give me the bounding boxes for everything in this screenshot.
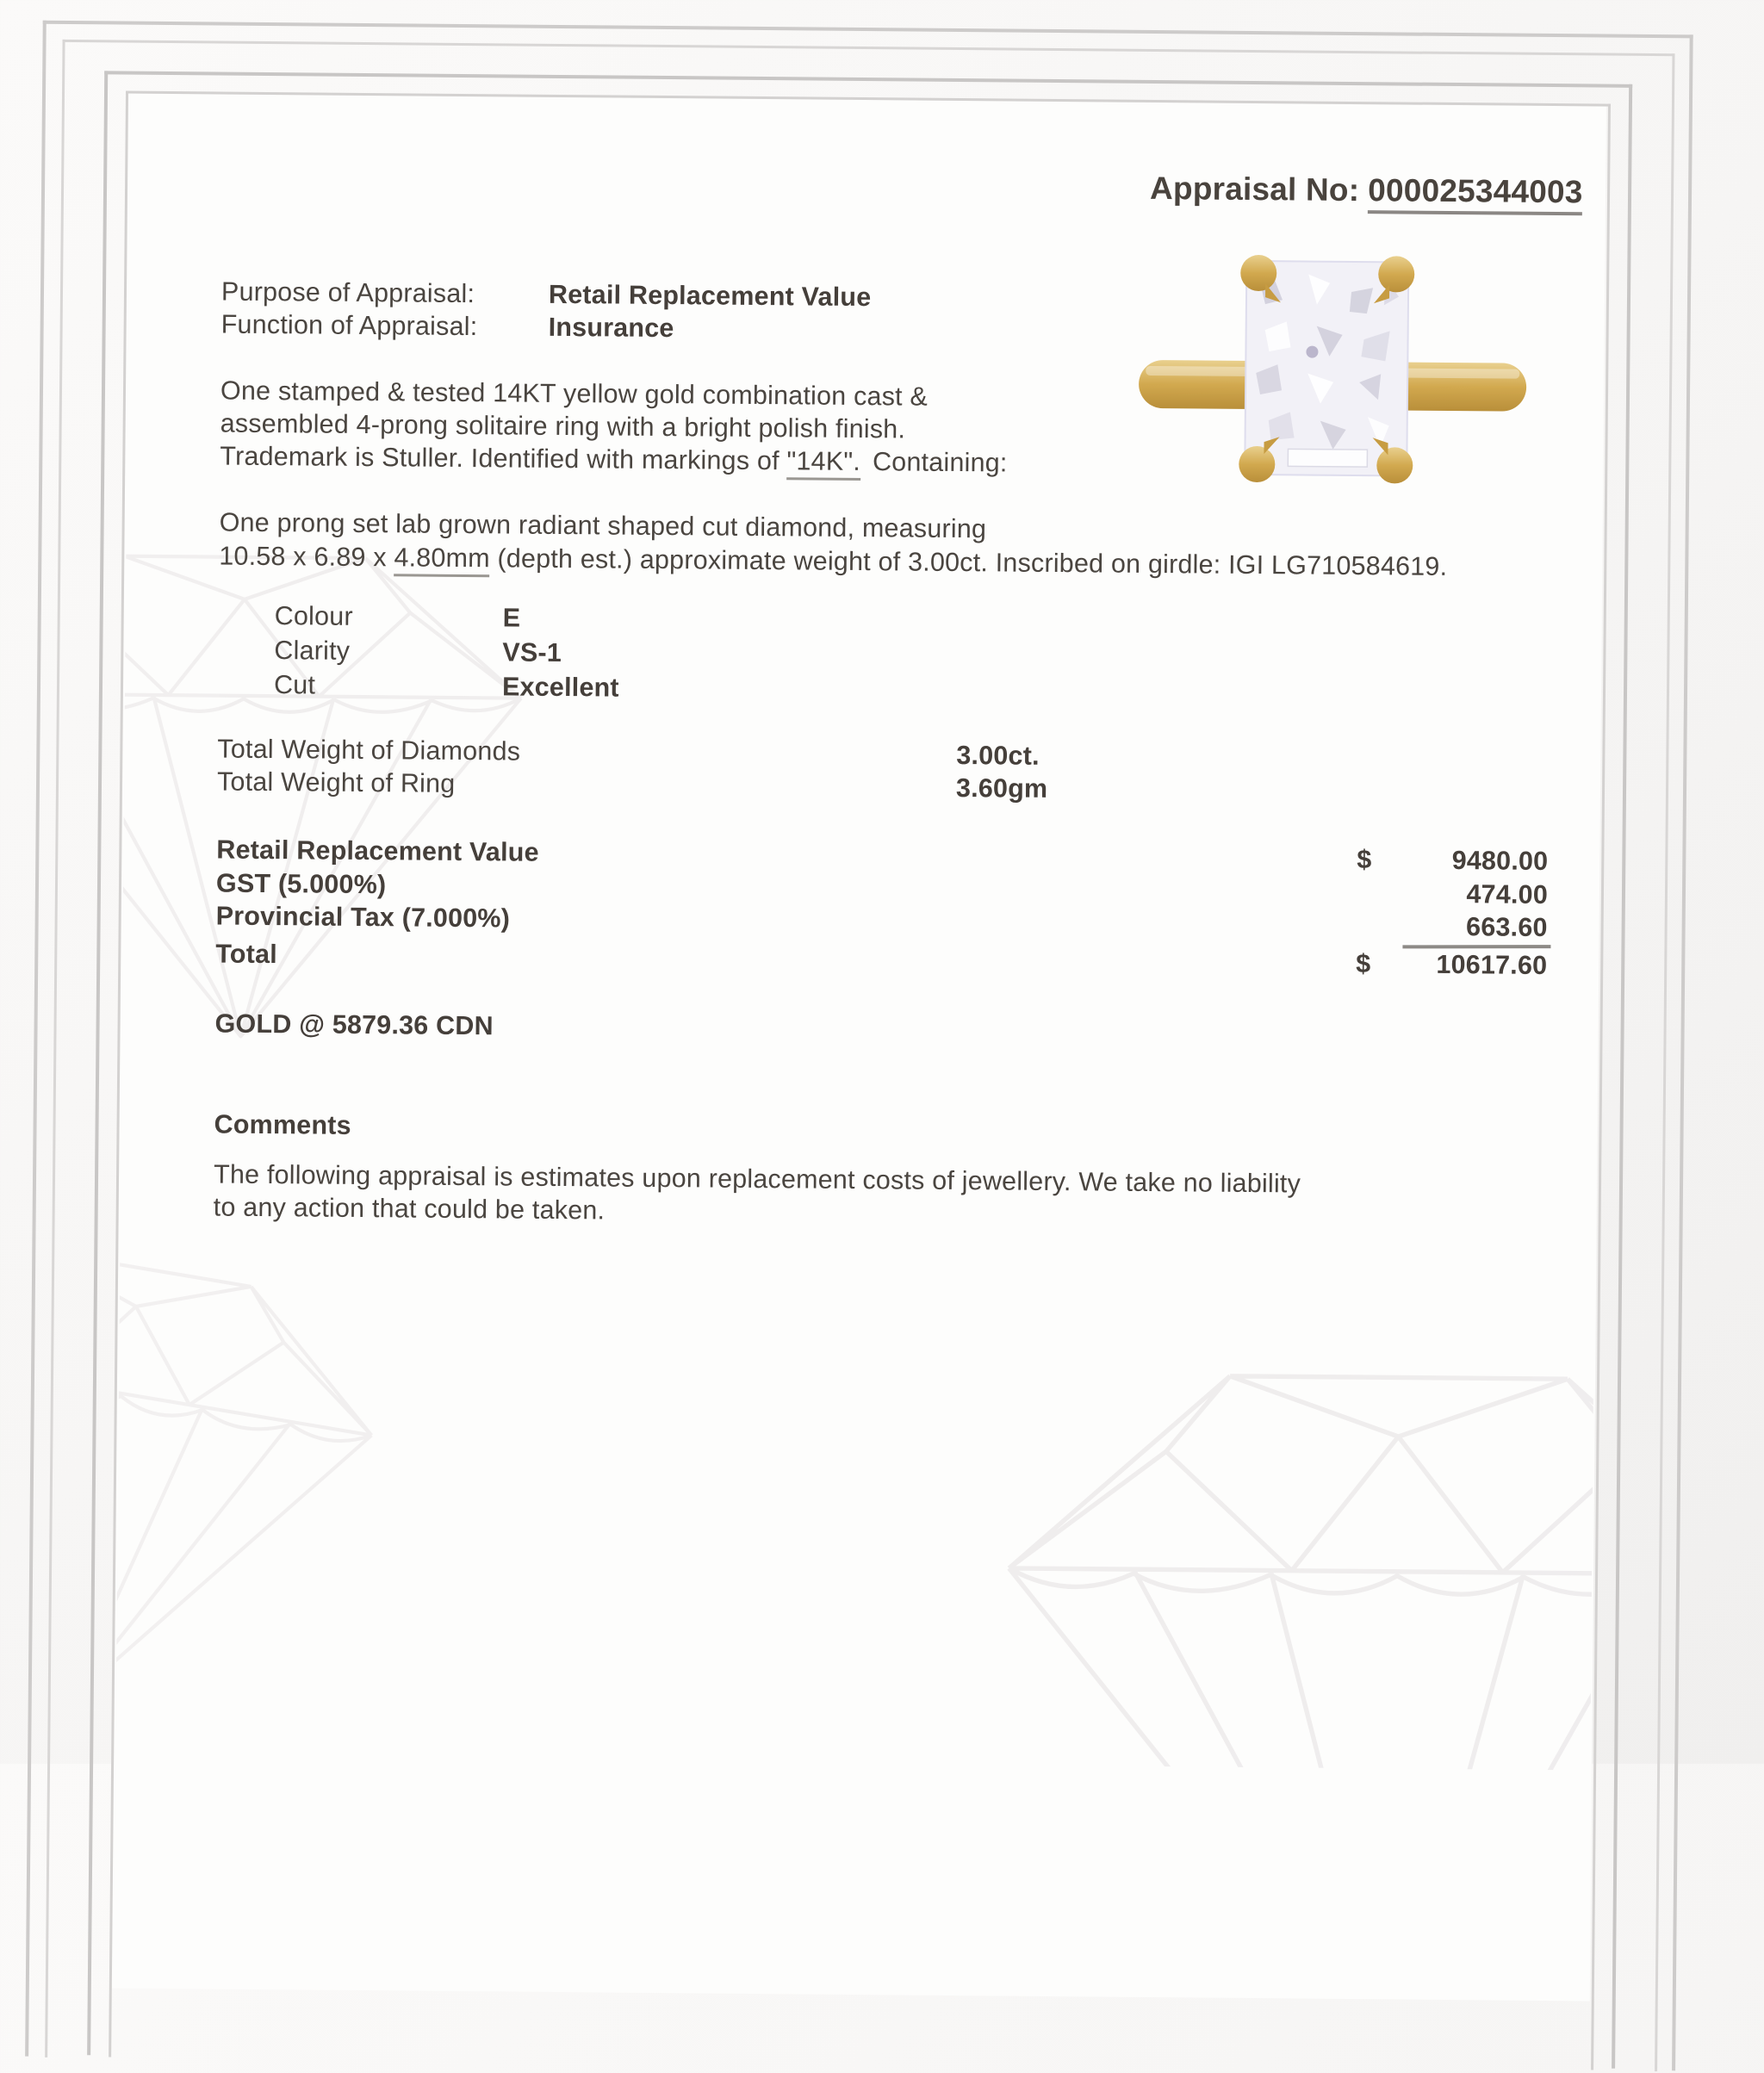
purpose-value: Retail Replacement Value (548, 279, 872, 313)
appraisal-number-label: Appraisal No: (1149, 170, 1360, 208)
grading-row (274, 633, 619, 670)
grading-label: Clarity (274, 636, 351, 666)
weight-value: 3.00ct. (956, 740, 1040, 771)
weights-table (217, 733, 1048, 805)
currency-symbol: $ (1357, 845, 1372, 875)
grading-row (274, 667, 619, 704)
grading-value: Excellent (501, 672, 619, 703)
grading-label: Colour (274, 601, 353, 631)
purpose-label: Purpose of Appraisal: (220, 276, 475, 309)
appraisal-number-line (1150, 172, 1583, 208)
ring-description-line3-text: Trademark is Stuller. Identified with markings of (220, 441, 787, 476)
appraisal-number-value: 000025344003 (1368, 172, 1583, 215)
containing-text: Containing: (872, 447, 1008, 478)
pricing-amount: 10617.60 (1436, 949, 1548, 980)
weight-label: Total Weight of Ring (216, 767, 456, 798)
grading-table (274, 599, 620, 704)
pricing-label: Retail Replacement Value (216, 835, 539, 867)
ring-description-line1: One stamped & tested 14KT yellow gold combination cast & (220, 375, 929, 412)
pricing-label: GST (5.000%) (215, 868, 387, 899)
ring-description-line2: assembled 4-prong solitaire ring with a bright polish finish. (220, 408, 906, 444)
function-value: Insurance (548, 312, 674, 344)
ring-description-line3 (220, 440, 1008, 480)
currency-symbol (1357, 909, 1408, 910)
purpose-line (221, 276, 872, 314)
pricing-amount: 474.00 (1466, 878, 1549, 909)
grading-label: Cut (273, 670, 316, 700)
ring-photo (1134, 251, 1531, 489)
comments-heading: Comments (214, 1109, 351, 1140)
function-label: Function of Appraisal: (220, 309, 478, 342)
comments-line2: to any action that could be taken. (213, 1192, 606, 1226)
pricing-label: Provincial Tax (7.000%) (215, 901, 511, 934)
pricing-amount: 663.60 (1465, 912, 1548, 942)
pricing-amount: 9480.00 (1451, 846, 1549, 876)
subtotal-rule (1402, 945, 1550, 948)
pricing-table (215, 834, 1548, 982)
grading-row (275, 599, 620, 636)
comments-line1: The following appraisal is estimates upon replacement costs of jewellery. We take no liability (213, 1159, 1301, 1199)
diamond-description-line1: One prong set lab grown radiant shaped cut diamond, measuring (219, 507, 987, 544)
grading-value: VS-1 (502, 637, 562, 667)
marking-14k: "14K". (786, 446, 860, 481)
weight-value: 3.60gm (955, 773, 1048, 804)
pricing-label: Total (215, 939, 278, 969)
weight-label: Total Weight of Diamonds (217, 734, 521, 767)
diamond-weight-text: (depth est.) approximate weight of 3.00ct. Inscribed on girdle: IGI LG710584619. (489, 543, 1448, 581)
currency-symbol (1357, 877, 1408, 878)
gold-rate-note: GOLD @ 5879.36 CDN (214, 1009, 494, 1041)
currency-symbol: $ (1356, 948, 1371, 978)
diamond-depth-value: 4.80mm (394, 543, 490, 577)
diamond-measure-text: 10.58 x 6.89 x (219, 541, 394, 573)
grading-value: E (502, 603, 521, 633)
function-line (221, 308, 674, 345)
